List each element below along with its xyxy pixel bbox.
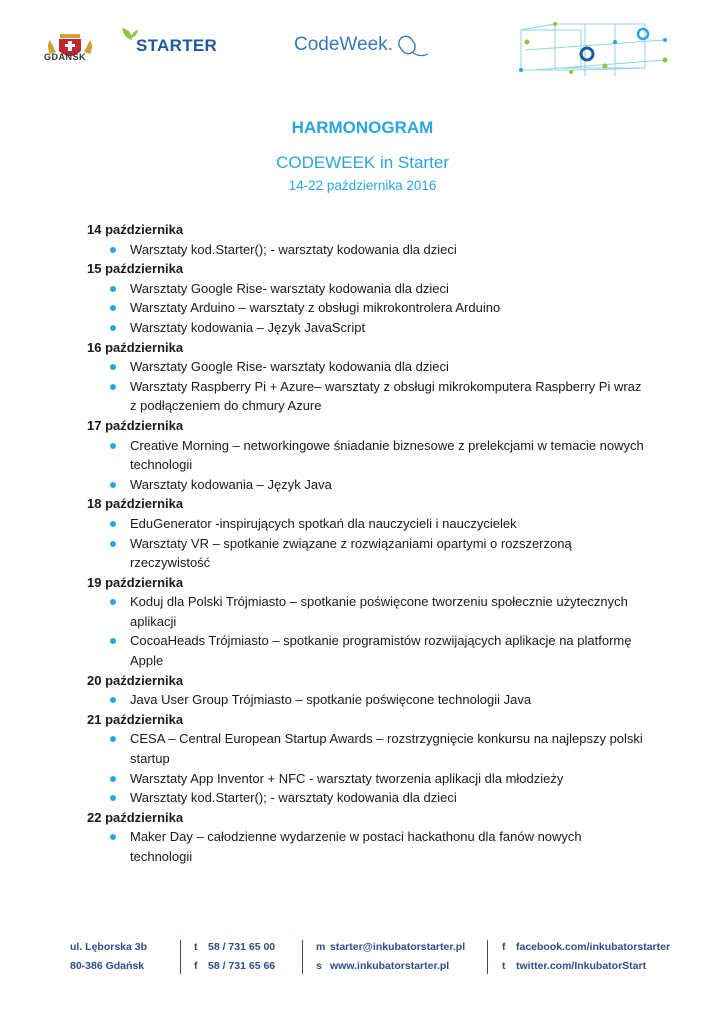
event-list — [87, 514, 647, 573]
schedule-day — [87, 494, 647, 572]
schedule — [87, 220, 647, 867]
event-list — [87, 690, 647, 710]
schedule-day — [87, 416, 647, 494]
phone-number: 58 / 731 65 00 — [208, 941, 276, 953]
event-item: Koduj dla Polski Trójmiasto – spotkanie poświęcone tworzeniu społecznie użytecznych aplikacji — [87, 592, 647, 631]
document-footer — [0, 938, 725, 978]
event-item: Warsztaty App Inventor + NFC - warsztaty tworzenia aplikacji dla młodzieży — [87, 769, 647, 789]
footer-divider — [302, 940, 303, 974]
event-item: Java User Group Trójmiasto – spotkanie poświęcone technologii Java — [87, 690, 647, 710]
gdansk-logo-text: GDAŃSK — [44, 52, 87, 62]
fax-key: f — [194, 960, 198, 972]
schedule-day — [87, 573, 647, 671]
day-title: 19 października — [87, 574, 184, 590]
event-item: Maker Day – całodzienne wydarzenie w postaci hackathonu dla fanów nowych technologii — [87, 827, 647, 866]
email-link[interactable]: starter@inkubatorstarter.pl — [330, 941, 466, 953]
schedule-day — [87, 671, 647, 710]
twitter-link[interactable]: twitter.com/InkubatorStart — [516, 960, 647, 972]
day-title: 16 października — [87, 339, 184, 355]
facebook-key: f — [502, 941, 506, 953]
footer-divider — [487, 940, 488, 974]
event-item: Warsztaty Google Rise- warsztaty kodowania dla dzieci — [87, 357, 647, 377]
www-key: s — [316, 960, 322, 972]
schedule-day — [87, 808, 647, 867]
event-item: Warsztaty kod.Starter(); - warsztaty kodowania dla dzieci — [87, 788, 647, 808]
schedule-day — [87, 338, 647, 416]
event-list — [87, 279, 647, 338]
event-list — [87, 240, 647, 260]
footer-address — [70, 938, 147, 976]
event-item: Warsztaty Arduino – warsztaty z obsługi mikrokontrolera Arduino — [87, 298, 647, 318]
phone-key: t — [194, 941, 198, 953]
day-title: 18 października — [87, 496, 184, 512]
address-line: ul. Lęborska 3b — [70, 941, 148, 953]
event-item: Warsztaty kodowania – Język JavaScript — [87, 318, 647, 338]
network-graphic-icon — [515, 20, 675, 80]
event-dates: 14-22 października 2016 — [288, 178, 437, 193]
document-subtitle: CODEWEEK in Starter — [276, 153, 449, 172]
document-title: HARMONOGRAM — [291, 118, 434, 137]
footer-divider — [180, 940, 181, 974]
event-list — [87, 827, 647, 866]
event-list — [87, 436, 647, 495]
event-item: Warsztaty VR – spotkanie związane z rozwiązaniami opartymi o rozszerzoną rzeczywistość — [87, 534, 647, 573]
event-item: Creative Morning – networkingowe śniadanie biznesowe z prelekcjami w temacie nowych technologii — [87, 436, 647, 475]
website-link[interactable]: www.inkubatorstarter.pl — [330, 960, 450, 972]
address-line: 80-386 Gdańsk — [70, 960, 145, 972]
day-title: 14 października — [87, 222, 184, 237]
footer-phones — [194, 938, 275, 976]
starter-logo-text: STARTER — [136, 36, 218, 55]
facebook-link[interactable]: facebook.com/inkubatorstarter — [516, 941, 671, 953]
schedule-day — [87, 710, 647, 808]
twitter-key: t — [502, 960, 506, 972]
event-item: CESA – Central European Startup Awards – rozstrzygnięcie konkursu na najlepszy polski startup — [87, 729, 647, 768]
event-item: Warsztaty kod.Starter(); - warsztaty kodowania dla dzieci — [87, 240, 647, 260]
fax-number: 58 / 731 65 66 — [208, 960, 276, 972]
day-title: 22 października — [87, 809, 184, 825]
day-title: 21 października — [87, 711, 184, 727]
day-title: 15 października — [87, 261, 184, 277]
codeweek-logo-text: CodeWeek. — [294, 34, 393, 55]
event-item: CocoaHeads Trójmiasto – spotkanie programistów rozwijających aplikacje na platformę Apple — [87, 631, 647, 670]
event-item: Warsztaty Raspberry Pi + Azure– warsztaty z obsługi mikrokomputera Raspberry Pi wraz z podłączeniem do chmury Azure — [87, 377, 647, 416]
schedule-day — [87, 259, 647, 337]
footer-social — [502, 938, 670, 976]
schedule-day — [87, 220, 647, 259]
event-item: Warsztaty kodowania – Język Java — [87, 475, 647, 495]
gdansk-coat-of-arms-icon — [44, 24, 96, 70]
footer-contacts — [316, 938, 465, 976]
document-header — [0, 0, 725, 90]
event-item: Warsztaty Google Rise- warsztaty kodowania dla dzieci — [87, 279, 647, 299]
event-list — [87, 729, 647, 807]
day-title: 17 października — [87, 417, 184, 433]
codeweek-mouse-icon — [392, 30, 432, 62]
event-list — [87, 592, 647, 670]
day-title: 20 października — [87, 672, 184, 688]
email-key: m — [316, 941, 326, 953]
event-list — [87, 357, 647, 416]
event-item: EduGenerator -inspirujących spotkań dla nauczycieli i nauczycielek — [87, 514, 647, 534]
